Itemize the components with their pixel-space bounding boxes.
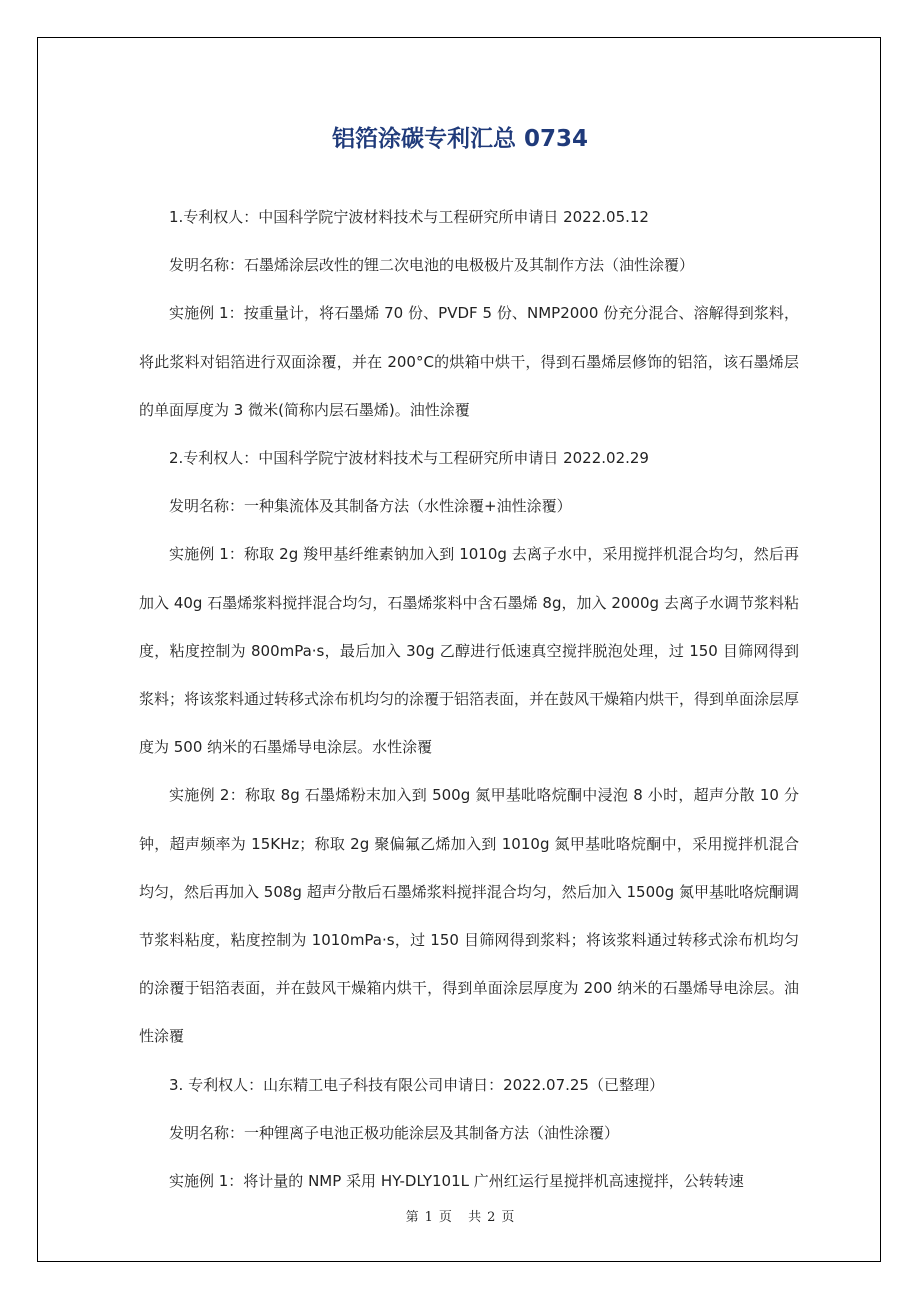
- paragraph-patent-1-example-1: 实施例 1：按重量计，将石墨烯 70 份、PVDF 5 份、NMP2000 份充分混合、溶解得到浆料，将此浆料对铝箔进行双面涂覆，并在 200°C的烘箱中烘干，得到石墨烯层修饰的铝箔，该石墨烯层的单面厚度为 3 微米(简称内层石墨烯)。油性涂覆: [139, 304, 799, 419]
- document-body: [139, 193, 799, 1205]
- paragraph-patent-3-example-1: 实施例 1：将计量的 NMP 采用 HY-DLY101L 广州红运行星搅拌机高速搅拌，公转转速: [169, 1172, 744, 1191]
- paragraph-patent-2-example-2: 实施例 2：称取 8g 石墨烯粉末加入到 500g 氮甲基吡咯烷酮中浸泡 8 小时，超声分散 10 分钟，超声频率为 15KHz；称取 2g 聚偏氟乙烯加入到 1010g 氮甲基吡咯烷酮中，采用搅拌机混合均匀，然后再加入 508g 超声分散后石墨烯浆料搅拌混合均匀，然后加入 1500g 氮甲基吡咯烷酮调节浆料粘度，粘度控制为 1010mPa·s，过 150 目筛网得到浆料；将该浆料通过转移式涂布机均匀的涂覆于铝箔表面，并在鼓风干燥箱内烘干，得到单面涂层厚度为 200 纳米的石墨烯导电涂层。油性涂覆: [139, 786, 799, 1046]
- paragraph-patent-2-example-1: 实施例 1：称取 2g 羧甲基纤维素钠加入到 1010g 去离子水中，采用搅拌机混合均匀，然后再加入 40g 石墨烯浆料搅拌混合均匀，石墨烯浆料中含石墨烯 8g，加入 2000g 去离子水调节浆料粘度，粘度控制为 800mPa·s，最后加入 30g 乙醇进行低速真空搅拌脱泡处理，过 150 目筛网得到浆料；将该浆料通过转移式涂布机均匀的涂覆于铝箔表面，并在鼓风干燥箱内烘干，得到单面涂层厚度为 500 纳米的石墨烯导电涂层。水性涂覆: [139, 545, 800, 757]
- page-footer: [0, 1206, 920, 1225]
- paragraph-patent-1-holder: 1.专利权人：中国科学院宁波材料技术与工程研究所申请日 2022.05.12: [169, 208, 649, 226]
- page-number: 第 1 页: [405, 1210, 452, 1225]
- paragraph-patent-3-name: 发明名称：一种锂离子电池正极功能涂层及其制备方法（油性涂覆）: [169, 1123, 620, 1142]
- paragraph-patent-1-name: 发明名称：石墨烯涂层改性的锂二次电池的电极极片及其制作方法（油性涂覆）: [169, 256, 695, 275]
- paragraph-patent-2-name: 发明名称：一种集流体及其制备方法（水性涂覆+油性涂覆）: [169, 497, 572, 516]
- document-title: 铝箔涂碳专利汇总 0734: [331, 126, 589, 152]
- page-total: 共 2 页: [468, 1210, 515, 1225]
- paragraph-patent-3-holder: 3. 专利权人：山东精工电子科技有限公司申请日：2022.07.25（已整理）: [169, 1075, 664, 1094]
- paragraph-patent-2-holder: 2.专利权人：中国科学院宁波材料技术与工程研究所申请日 2022.02.29: [169, 449, 649, 468]
